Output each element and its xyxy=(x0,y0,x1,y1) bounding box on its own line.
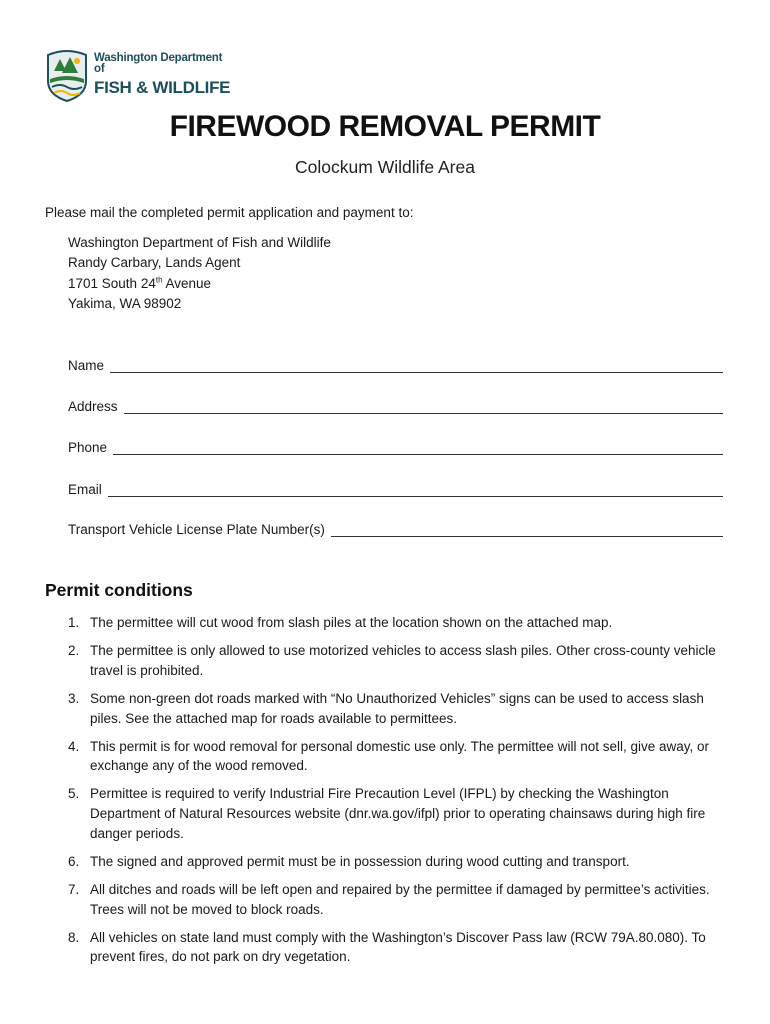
condition-text: The permittee will cut wood from slash piles at the location shown on the attached map. xyxy=(90,615,613,630)
mail-instructions: Please mail the completed permit application and payment to: xyxy=(45,205,414,220)
street-name: Avenue xyxy=(162,275,212,291)
email-label: Email xyxy=(68,482,102,497)
condition-number: 1. xyxy=(68,615,80,630)
license-plate-label: Transport Vehicle License Plate Number(s) xyxy=(68,522,325,537)
street-number: 1701 South 24 xyxy=(68,275,156,291)
condition-item xyxy=(68,880,730,920)
condition-number: 6. xyxy=(68,853,80,869)
condition-text: Permittee is required to verify Industrial Fire Precaution Level (IFPL) by checking the Washington Department of Natural Resources website (dnr.wa.gov/ifpl) prior to operating chainsaws during high fire danger periods. xyxy=(90,786,706,841)
ordinal-suffix: th xyxy=(155,275,163,285)
address-line: Yakima, WA 98902 xyxy=(68,295,182,311)
condition-text: Some non-green dot roads marked with “No Unauthorized Vehicles” signs can be used to access slash piles. See the attached map for roads available to permittees. xyxy=(90,690,704,726)
page-subtitle: Colockum Wildlife Area xyxy=(295,157,475,177)
condition-item xyxy=(68,928,730,968)
email-input-line[interactable] xyxy=(108,484,723,497)
phone-input-line[interactable] xyxy=(113,442,723,455)
condition-item xyxy=(68,613,730,633)
condition-item xyxy=(68,641,730,681)
email-field[interactable] xyxy=(68,479,723,497)
address-line xyxy=(68,274,331,294)
condition-item xyxy=(68,689,730,729)
conditions-heading: Permit conditions xyxy=(45,580,193,600)
condition-number: 2. xyxy=(68,642,80,658)
logo-agency-name: Washington Department of xyxy=(94,51,223,75)
condition-number: 7. xyxy=(68,881,80,897)
condition-number: 8. xyxy=(68,929,80,945)
address-line: Randy Carbary, Lands Agent xyxy=(68,255,241,271)
name-label: Name xyxy=(68,358,105,373)
condition-number: 3. xyxy=(68,690,80,706)
condition-item xyxy=(68,737,730,777)
name-input-line[interactable] xyxy=(110,360,723,373)
page-title: FIREWOOD REMOVAL PERMIT xyxy=(169,110,601,143)
phone-field[interactable] xyxy=(68,437,723,455)
address-label: Address xyxy=(68,399,118,414)
condition-text: The signed and approved permit must be in possession during wood cutting and transport. xyxy=(90,853,630,869)
condition-text: This permit is for wood removal for personal domestic use only. The permittee will not sell, give away, or exchange any of the wood removed. xyxy=(90,738,710,774)
address-input-line[interactable] xyxy=(124,401,723,414)
address-line: Washington Department of Fish and Wildlife xyxy=(68,235,331,250)
condition-number: 5. xyxy=(68,786,80,802)
condition-text: The permittee is only allowed to use motorized vehicles to access slash piles. Other cross-county vehicle travel is prohibited. xyxy=(90,642,716,678)
name-field[interactable] xyxy=(68,355,723,373)
logo-agency-subname: FISH & WILDLIFE xyxy=(94,77,231,97)
fish-wildlife-emblem-icon xyxy=(44,45,90,103)
license-plate-field[interactable] xyxy=(68,519,723,537)
condition-number: 4. xyxy=(68,738,80,754)
condition-item xyxy=(68,852,730,872)
condition-item xyxy=(68,784,730,843)
condition-text: All ditches and roads will be left open and repaired by the permittee if damaged by permittee’s activities. Trees will not be moved to block roads. xyxy=(90,881,710,917)
address-field[interactable] xyxy=(68,396,723,414)
license-plate-input-line[interactable] xyxy=(331,524,723,537)
condition-text: All vehicles on state land must comply with the Washington’s Discover Pass law (RCW 79A.80.080). To prevent fires, do not park on dry vegetation. xyxy=(90,929,706,965)
conditions-list xyxy=(68,613,730,975)
mailing-address xyxy=(68,233,331,314)
agency-logo xyxy=(44,44,234,104)
phone-label: Phone xyxy=(68,440,108,455)
